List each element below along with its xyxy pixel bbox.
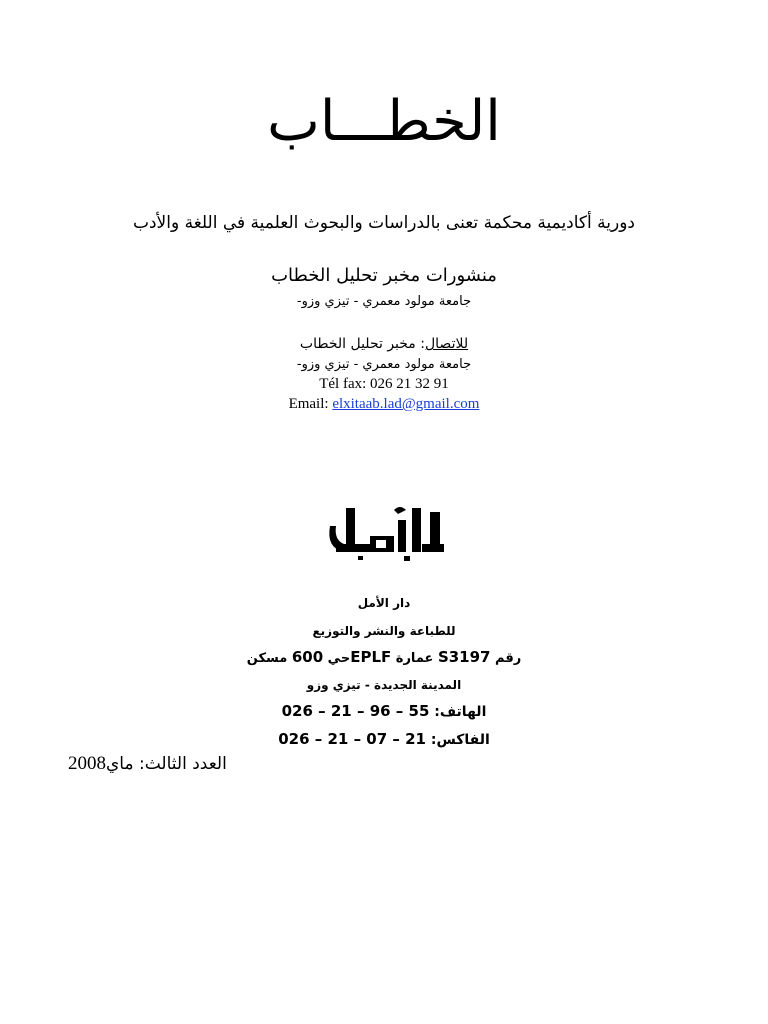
- phone-label: الهاتف:: [429, 704, 487, 720]
- press-fax: [0, 730, 768, 749]
- fax-value: 21 – 07 – 21 – 026: [278, 730, 426, 748]
- address-hay: حي: [323, 651, 351, 666]
- address-mid: عمارة: [391, 651, 438, 666]
- press-description: للطباعة والنشر والتوزيع: [312, 624, 456, 638]
- address-suffix: مسكن: [246, 651, 292, 666]
- phone-value: 55 – 96 – 21 – 026: [281, 702, 430, 720]
- press-phone: [0, 702, 768, 721]
- publisher-university: جامعة مولود معمري - تيزي وزو-: [296, 294, 472, 309]
- contact-line: [0, 334, 768, 354]
- press-address-line-2: المدينة الجديدة - تيزي وزو: [306, 678, 462, 692]
- email-line: [0, 394, 768, 414]
- address-code: EPLF: [350, 648, 392, 666]
- fax-label: الفاكس:: [426, 732, 490, 748]
- press-address-line-1: [0, 648, 768, 668]
- email-label: Email:: [288, 396, 333, 412]
- al-amal-calligraphy-icon: [329, 507, 444, 561]
- journal-subtitle: دورية أكاديمية محكمة تعنى بالدراسات والبحوث العلمية في اللغة والأدب: [132, 213, 635, 233]
- contact-university: جامعة مولود معمري - تيزي وزو-: [296, 357, 472, 372]
- contact-lab-name: : مخبر تحليل الخطاب: [299, 336, 425, 352]
- issue-label: [68, 752, 227, 776]
- tel-fax: Tél fax: 026 21 32 91: [319, 376, 449, 392]
- al-amal-logo: [318, 498, 450, 570]
- press-name: دار الأمل: [357, 596, 411, 610]
- address-building-number: S3197: [437, 648, 491, 666]
- contact-label: للاتصال: [424, 336, 469, 352]
- issue-text: العدد الثالث: ماي: [106, 754, 227, 774]
- issue-year: 2008: [68, 753, 106, 774]
- address-prefix: رقم: [490, 651, 522, 666]
- publisher-line: منشورات مخبر تحليل الخطاب: [271, 265, 497, 286]
- journal-title: الخطـــاب: [267, 89, 501, 154]
- address-count: 600: [291, 648, 324, 666]
- email-link[interactable]: elxitaab.lad@gmail.com: [332, 396, 480, 412]
